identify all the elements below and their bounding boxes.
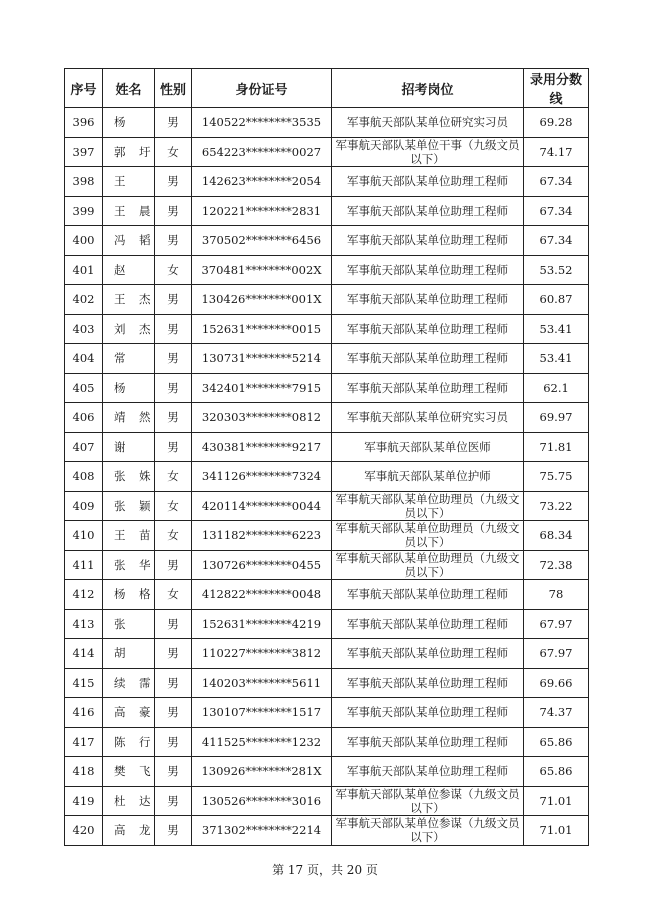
- row-id-number: 412822********0048: [192, 580, 332, 610]
- row-index: 415: [65, 668, 103, 698]
- row-gender: 女: [155, 491, 192, 521]
- name-given: 苗: [139, 528, 151, 543]
- name-surname: 杜: [114, 793, 126, 808]
- name-redaction: [125, 285, 138, 300]
- row-score: 75.75: [524, 462, 589, 492]
- row-index: 412: [65, 580, 103, 610]
- row-name: [103, 786, 155, 816]
- row-position: 军事航天部队某单位助理工程师: [332, 285, 524, 315]
- row-score: 69.66: [524, 668, 589, 698]
- row-position: 军事航天部队某单位助理工程师: [332, 226, 524, 256]
- name-redaction: [125, 757, 138, 772]
- row-position: 军事航天部队某单位干事（九级文员以下）: [332, 137, 524, 167]
- table-row: [65, 609, 589, 639]
- name-surname: 陈: [114, 734, 126, 749]
- row-id-number: 320303********0812: [192, 403, 332, 433]
- name-redaction: [125, 668, 138, 683]
- row-id-number: 130426********001X: [192, 285, 332, 315]
- header-index: 序号: [65, 69, 103, 108]
- row-name: [103, 255, 155, 285]
- row-score: 78: [524, 580, 589, 610]
- row-score: 72.38: [524, 550, 589, 580]
- row-index: 420: [65, 816, 103, 846]
- row-score: 71.01: [524, 786, 589, 816]
- header-score: 录用分数线: [524, 69, 589, 108]
- name-given: 杰: [139, 292, 151, 307]
- row-gender: 男: [155, 668, 192, 698]
- name-surname: 张: [114, 557, 126, 572]
- table-row: [65, 521, 589, 551]
- name-surname: 靖: [114, 410, 126, 425]
- row-position: 军事航天部队某单位助理工程师: [332, 344, 524, 374]
- name-given: 韬: [139, 233, 151, 248]
- table-row: [65, 816, 589, 846]
- row-name: [103, 639, 155, 669]
- row-score: 73.22: [524, 491, 589, 521]
- row-name: [103, 727, 155, 757]
- row-gender: 男: [155, 816, 192, 846]
- row-id-number: 130926********281X: [192, 757, 332, 787]
- name-given: 颖: [139, 498, 151, 513]
- row-id-number: 370502********6456: [192, 226, 332, 256]
- row-name: [103, 757, 155, 787]
- row-id-number: 130726********0455: [192, 550, 332, 580]
- row-score: 65.86: [524, 727, 589, 757]
- row-index: 416: [65, 698, 103, 728]
- row-score: 74.37: [524, 698, 589, 728]
- row-id-number: 342401********7915: [192, 373, 332, 403]
- row-name: [103, 609, 155, 639]
- row-position: 军事航天部队某单位助理工程师: [332, 698, 524, 728]
- row-position: 军事航天部队某单位助理员（九级文员以下）: [332, 491, 524, 521]
- header-gender: 性别: [155, 69, 192, 108]
- row-score: 67.34: [524, 226, 589, 256]
- name-redaction: [125, 226, 138, 241]
- row-gender: 男: [155, 373, 192, 403]
- name-surname: 续: [114, 675, 126, 690]
- row-position: 军事航天部队某单位助理工程师: [332, 757, 524, 787]
- row-position: 军事航天部队某单位参谋（九级文员以下）: [332, 786, 524, 816]
- row-name: [103, 285, 155, 315]
- name-given: 龙: [139, 823, 151, 838]
- name-redaction: [125, 580, 138, 595]
- row-index: 407: [65, 432, 103, 462]
- name-surname: 常: [114, 351, 126, 366]
- row-index: 409: [65, 491, 103, 521]
- row-position: 军事航天部队某单位助理工程师: [332, 255, 524, 285]
- row-name: [103, 816, 155, 846]
- row-index: 406: [65, 403, 103, 433]
- row-id-number: 370481********002X: [192, 255, 332, 285]
- row-position: 军事航天部队某单位助理工程师: [332, 639, 524, 669]
- row-id-number: 110227********3812: [192, 639, 332, 669]
- name-redaction: [125, 639, 138, 654]
- row-index: 396: [65, 108, 103, 138]
- table-row: [65, 255, 589, 285]
- row-name: [103, 167, 155, 197]
- row-gender: 男: [155, 698, 192, 728]
- row-id-number: 411525********1232: [192, 727, 332, 757]
- row-id-number: 130526********3016: [192, 786, 332, 816]
- name-given: 行: [139, 734, 151, 749]
- row-name: [103, 580, 155, 610]
- name-surname: 杨: [114, 587, 126, 602]
- row-index: 410: [65, 521, 103, 551]
- row-score: 67.97: [524, 609, 589, 639]
- table-row: [65, 491, 589, 521]
- row-position: 军事航天部队某单位医师: [332, 432, 524, 462]
- row-gender: 男: [155, 432, 192, 462]
- table-row: [65, 786, 589, 816]
- row-gender: 女: [155, 521, 192, 551]
- row-position: 军事航天部队某单位助理工程师: [332, 727, 524, 757]
- row-position: 军事航天部队某单位研究实习员: [332, 108, 524, 138]
- name-redaction: [125, 816, 138, 831]
- row-position: 军事航天部队某单位助理员（九级文员以下）: [332, 550, 524, 580]
- name-given: 圩: [139, 144, 151, 159]
- row-gender: 男: [155, 403, 192, 433]
- row-gender: 男: [155, 639, 192, 669]
- name-given: 杰: [139, 321, 151, 336]
- row-position: 军事航天部队某单位助理工程师: [332, 167, 524, 197]
- row-id-number: 152631********0015: [192, 314, 332, 344]
- row-name: [103, 521, 155, 551]
- row-name: [103, 462, 155, 492]
- row-index: 408: [65, 462, 103, 492]
- row-position: 军事航天部队某单位参谋（九级文员以下）: [332, 816, 524, 846]
- row-position: 军事航天部队某单位研究实习员: [332, 403, 524, 433]
- name-redaction: [125, 137, 138, 152]
- row-score: 71.81: [524, 432, 589, 462]
- name-surname: 王: [114, 174, 126, 189]
- row-index: 403: [65, 314, 103, 344]
- name-redaction: [125, 403, 138, 418]
- table-row: [65, 167, 589, 197]
- row-position: 军事航天部队某单位助理工程师: [332, 373, 524, 403]
- name-given: 飞: [139, 764, 151, 779]
- table-row: [65, 403, 589, 433]
- row-name: [103, 550, 155, 580]
- page-footer: 第 17 页，共 20 页: [272, 863, 378, 877]
- name-surname: 杨: [114, 380, 126, 395]
- row-id-number: 430381********9217: [192, 432, 332, 462]
- row-score: 69.97: [524, 403, 589, 433]
- table-row: [65, 550, 589, 580]
- row-score: 53.52: [524, 255, 589, 285]
- table-row: [65, 137, 589, 167]
- row-name: [103, 373, 155, 403]
- name-surname: 杨: [114, 115, 126, 130]
- table-body: [65, 108, 589, 846]
- row-id-number: 142623********2054: [192, 167, 332, 197]
- row-id-number: 120221********2831: [192, 196, 332, 226]
- row-id-number: 371302********2214: [192, 816, 332, 846]
- table-header-row: [65, 69, 589, 108]
- table-row: [65, 373, 589, 403]
- name-redaction: [125, 609, 138, 624]
- row-id-number: 654223********0027: [192, 137, 332, 167]
- row-score: 68.34: [524, 521, 589, 551]
- name-surname: 谢: [114, 439, 126, 454]
- name-redaction: [125, 727, 138, 742]
- name-surname: 王: [114, 292, 126, 307]
- name-surname: 张: [114, 616, 126, 631]
- name-redaction: [125, 550, 138, 565]
- table-row: [65, 344, 589, 374]
- table-row: [65, 639, 589, 669]
- row-position: 军事航天部队某单位护师: [332, 462, 524, 492]
- name-redaction: [125, 462, 138, 477]
- table-row: [65, 108, 589, 138]
- name-surname: 胡: [114, 646, 126, 661]
- row-gender: 女: [155, 580, 192, 610]
- name-given: 华: [139, 557, 151, 572]
- table-row: [65, 314, 589, 344]
- row-name: [103, 432, 155, 462]
- row-index: 400: [65, 226, 103, 256]
- row-name: [103, 226, 155, 256]
- row-position: 军事航天部队某单位助理员（九级文员以下）: [332, 521, 524, 551]
- row-score: 65.86: [524, 757, 589, 787]
- name-surname: 王: [114, 203, 126, 218]
- row-gender: 女: [155, 137, 192, 167]
- row-id-number: 152631********4219: [192, 609, 332, 639]
- table-row: [65, 285, 589, 315]
- name-redaction: [125, 108, 138, 123]
- name-surname: 张: [114, 498, 126, 513]
- name-redaction: [125, 344, 138, 359]
- row-position: 军事航天部队某单位助理工程师: [332, 196, 524, 226]
- row-score: 71.01: [524, 816, 589, 846]
- row-index: 402: [65, 285, 103, 315]
- row-score: 62.1: [524, 373, 589, 403]
- row-id-number: 130731********5214: [192, 344, 332, 374]
- name-surname: 张: [114, 469, 126, 484]
- name-given: 霈: [139, 675, 151, 690]
- row-index: 398: [65, 167, 103, 197]
- row-index: 405: [65, 373, 103, 403]
- name-given: 姝: [139, 469, 151, 484]
- row-name: [103, 314, 155, 344]
- row-score: 60.87: [524, 285, 589, 315]
- name-redaction: [125, 373, 138, 388]
- row-name: [103, 491, 155, 521]
- name-given: 豪: [139, 705, 151, 720]
- row-index: 419: [65, 786, 103, 816]
- row-index: 414: [65, 639, 103, 669]
- row-gender: 男: [155, 226, 192, 256]
- row-score: 67.97: [524, 639, 589, 669]
- name-redaction: [125, 491, 138, 506]
- row-index: 417: [65, 727, 103, 757]
- row-score: 69.28: [524, 108, 589, 138]
- table-row: [65, 757, 589, 787]
- table-row: [65, 580, 589, 610]
- row-score: 67.34: [524, 167, 589, 197]
- name-surname: 冯: [114, 233, 126, 248]
- name-surname: 赵: [114, 262, 126, 277]
- row-score: 53.41: [524, 314, 589, 344]
- row-name: [103, 403, 155, 433]
- name-surname: 樊: [114, 764, 126, 779]
- row-gender: 男: [155, 727, 192, 757]
- name-given: 达: [139, 793, 151, 808]
- table-row: [65, 432, 589, 462]
- name-surname: 高: [114, 823, 126, 838]
- row-index: 404: [65, 344, 103, 374]
- row-index: 397: [65, 137, 103, 167]
- row-name: [103, 344, 155, 374]
- row-score: 53.41: [524, 344, 589, 374]
- name-redaction: [125, 167, 138, 182]
- table-row: [65, 196, 589, 226]
- name-redaction: [125, 255, 138, 270]
- row-id-number: 140522********3535: [192, 108, 332, 138]
- table-row: [65, 226, 589, 256]
- row-position: 军事航天部队某单位助理工程师: [332, 668, 524, 698]
- row-id-number: 131182********6223: [192, 521, 332, 551]
- table-row: [65, 698, 589, 728]
- admission-table: [64, 68, 589, 846]
- row-gender: 男: [155, 108, 192, 138]
- row-gender: 男: [155, 314, 192, 344]
- row-id-number: 341126********7324: [192, 462, 332, 492]
- row-position: 军事航天部队某单位助理工程师: [332, 609, 524, 639]
- name-surname: 刘: [114, 321, 126, 336]
- header-name: 姓名: [103, 69, 155, 108]
- row-gender: 女: [155, 462, 192, 492]
- row-name: [103, 196, 155, 226]
- name-surname: 王: [114, 528, 126, 543]
- name-redaction: [125, 432, 138, 447]
- name-given: 格: [139, 587, 151, 602]
- name-given: 然: [139, 410, 151, 425]
- row-gender: 男: [155, 167, 192, 197]
- table-row: [65, 727, 589, 757]
- row-index: 399: [65, 196, 103, 226]
- table-row: [65, 462, 589, 492]
- name-redaction: [125, 521, 138, 536]
- row-gender: 男: [155, 757, 192, 787]
- name-surname: 高: [114, 705, 126, 720]
- name-surname: 郭: [114, 144, 126, 159]
- row-name: [103, 668, 155, 698]
- header-id-number: 身份证号: [192, 69, 332, 108]
- name-redaction: [125, 786, 138, 801]
- row-gender: 男: [155, 344, 192, 374]
- row-score: 74.17: [524, 137, 589, 167]
- row-id-number: 130107********1517: [192, 698, 332, 728]
- row-position: 军事航天部队某单位助理工程师: [332, 580, 524, 610]
- row-gender: 女: [155, 255, 192, 285]
- row-position: 军事航天部队某单位助理工程师: [332, 314, 524, 344]
- row-name: [103, 108, 155, 138]
- header-position: 招考岗位: [332, 69, 524, 108]
- name-redaction: [125, 314, 138, 329]
- row-gender: 男: [155, 196, 192, 226]
- row-gender: 男: [155, 786, 192, 816]
- table-row: [65, 668, 589, 698]
- row-gender: 男: [155, 609, 192, 639]
- row-id-number: 140203********5611: [192, 668, 332, 698]
- name-redaction: [125, 698, 138, 713]
- row-index: 411: [65, 550, 103, 580]
- row-index: 413: [65, 609, 103, 639]
- row-id-number: 420114********0044: [192, 491, 332, 521]
- row-gender: 男: [155, 550, 192, 580]
- row-name: [103, 698, 155, 728]
- row-index: 418: [65, 757, 103, 787]
- name-given: 晨: [139, 203, 151, 218]
- row-name: [103, 137, 155, 167]
- row-gender: 男: [155, 285, 192, 315]
- row-index: 401: [65, 255, 103, 285]
- name-redaction: [125, 196, 138, 211]
- row-score: 67.34: [524, 196, 589, 226]
